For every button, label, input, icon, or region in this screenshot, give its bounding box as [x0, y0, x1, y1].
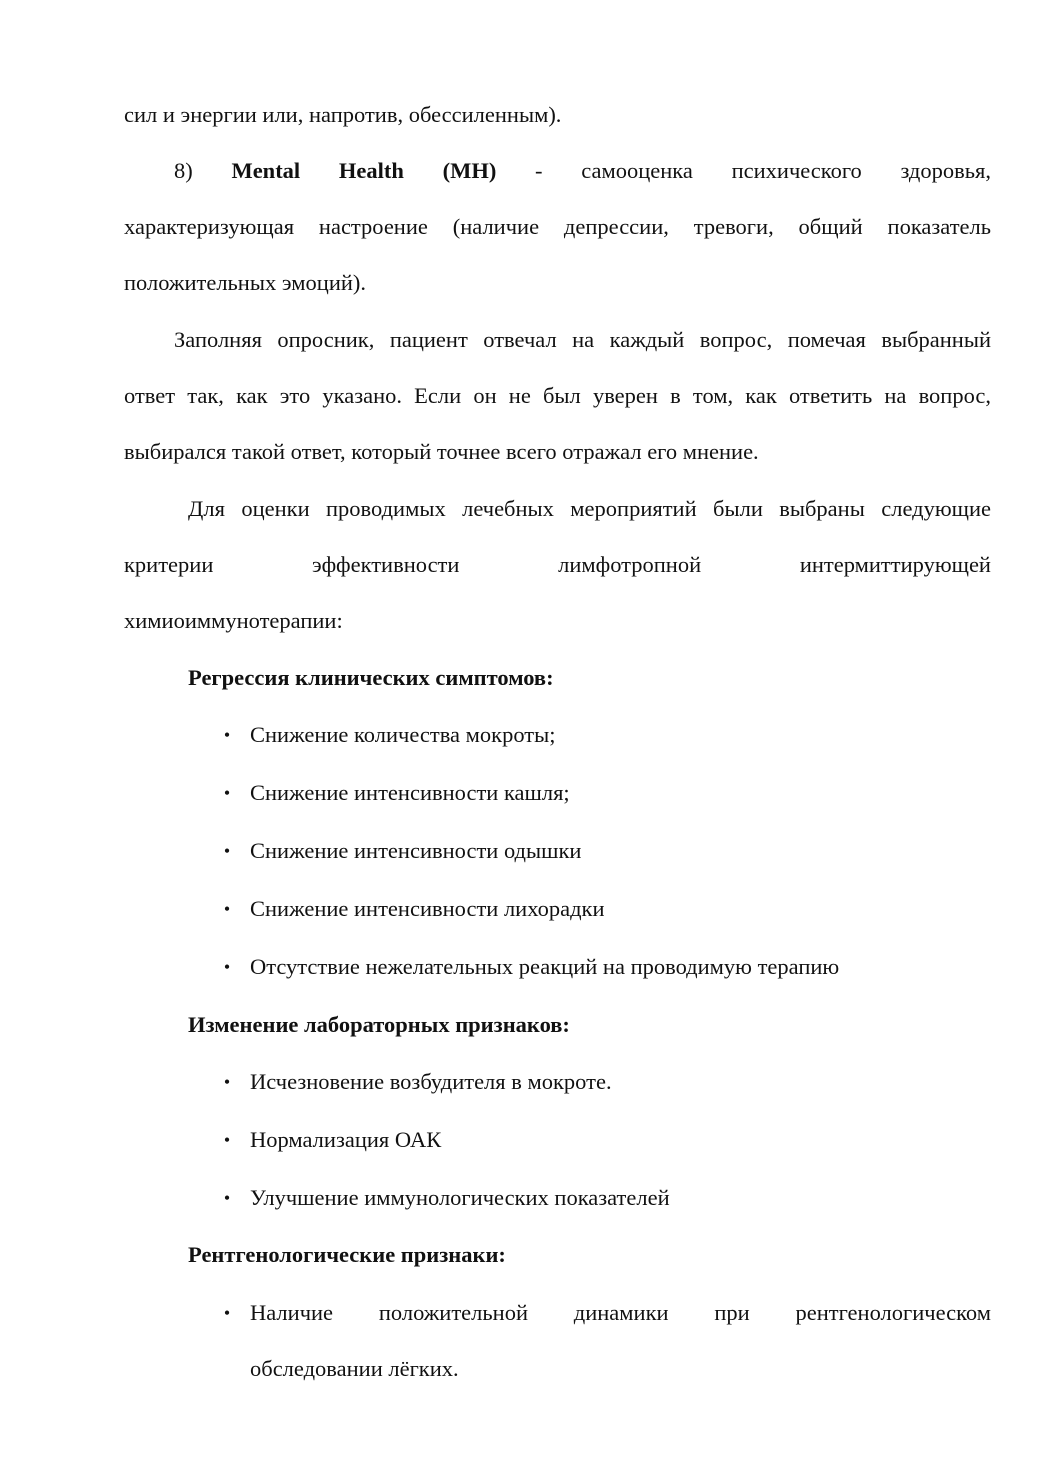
- list-item: Улучшение иммунологических показателей: [250, 1185, 670, 1210]
- list-item: Нормализация ОАК: [250, 1127, 442, 1152]
- paragraph-line: ответ так, как это указано. Если он не был уверен в том, как ответить на вопрос,: [124, 383, 991, 408]
- paragraph-line: сил и энергии или, напротив, обессиленным).: [124, 102, 562, 127]
- list-item-continuation: обследовании лёгких.: [250, 1356, 459, 1381]
- word: интермиттирующей: [799, 552, 991, 577]
- word: рентгенологическом: [795, 1300, 991, 1325]
- paragraph-line: Заполняя опросник, пациент отвечал на каждый вопрос, помечая выбранный: [174, 327, 991, 352]
- paragraph-line: выбирался такой ответ, который точнее всего отражал его мнение.: [124, 439, 759, 464]
- paragraph-line: химиоиммунотерапии:: [124, 608, 343, 633]
- word: Наличие: [250, 1300, 334, 1325]
- paragraph-line: Для оценки проводимых лечебных мероприятий были выбраны следующие: [188, 496, 991, 521]
- bullet-icon: •: [223, 1303, 231, 1323]
- word: при: [714, 1300, 750, 1325]
- word: критерии: [124, 552, 214, 577]
- list-item: [250, 1298, 991, 1328]
- list-item: Исчезновение возбудителя в мокроте.: [250, 1069, 612, 1094]
- section-heading: Изменение лабораторных признаков:: [188, 1012, 570, 1037]
- bullet-icon: •: [223, 899, 231, 919]
- list-item: Отсутствие нежелательных реакций на проводимую терапию: [250, 954, 840, 979]
- term-word: (MH): [442, 158, 497, 183]
- bullet-icon: •: [223, 1072, 231, 1092]
- bullet-icon: •: [223, 1130, 231, 1150]
- list-item: Снижение интенсивности одышки: [250, 838, 582, 863]
- bullet-icon: •: [223, 841, 231, 861]
- dash: -: [535, 158, 543, 183]
- definition-word: здоровья,: [900, 158, 991, 183]
- paragraph-line: положительных эмоций).: [124, 270, 367, 295]
- paragraph-line: характеризующая настроение (наличие депрессии, тревоги, общий показатель: [124, 214, 991, 239]
- list-item: Снижение количества мокроты;: [250, 722, 556, 747]
- section-heading: Рентгенологические признаки:: [188, 1242, 506, 1267]
- definition-word: самооценка: [581, 158, 693, 183]
- bullet-icon: •: [223, 957, 231, 977]
- term-word: Health: [338, 158, 404, 183]
- word: динамики: [573, 1300, 669, 1325]
- term-word: Mental: [231, 158, 301, 183]
- bullet-icon: •: [223, 725, 231, 745]
- word: положительной: [378, 1300, 528, 1325]
- word: лимфотропной: [558, 552, 702, 577]
- mh-definition-line: [174, 156, 991, 186]
- list-number: 8): [174, 158, 193, 183]
- paragraph-line: [124, 550, 991, 580]
- list-item: Снижение интенсивности лихорадки: [250, 896, 605, 921]
- section-heading: Регрессия клинических симптомов:: [188, 665, 554, 690]
- definition-word: психического: [731, 158, 862, 183]
- word: эффективности: [312, 552, 460, 577]
- bullet-icon: •: [223, 1188, 231, 1208]
- bullet-icon: •: [223, 783, 231, 803]
- list-item: Снижение интенсивности кашля;: [250, 780, 570, 805]
